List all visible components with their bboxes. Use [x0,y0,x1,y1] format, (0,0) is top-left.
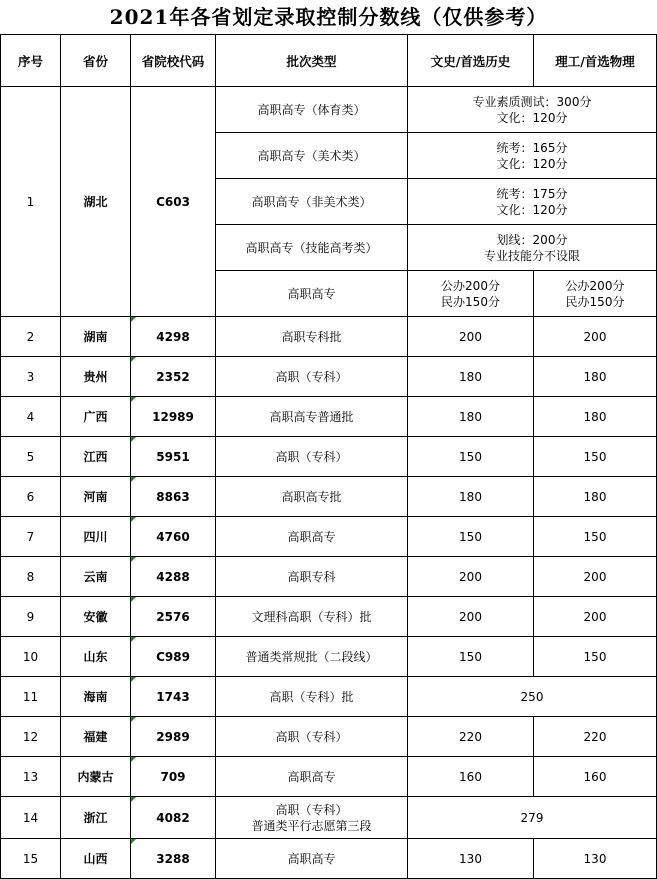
score-line: 文化：120分 [496,202,568,217]
cell-code: 5951 [131,437,216,477]
cell-code: 8863 [131,477,216,517]
score-line: 文化：120分 [496,156,568,171]
cell-seq: 3 [1,357,61,397]
cell-province: 江西 [61,437,131,477]
cell-batch-type: 高职高专（非美术类） [216,179,408,225]
cell-province: 海南 [61,677,131,717]
header-code: 省院校代码 [131,35,216,87]
cell-seq: 1 [1,87,61,317]
cell-seq: 13 [1,757,61,797]
cell-batch-type: 高职专科批 [216,317,408,357]
cell-province: 安徽 [61,597,131,637]
cell-province: 云南 [61,557,131,597]
cell-li: 130 [534,839,657,879]
cell-batch-type: 文理科高职（专科）批 [216,597,408,637]
score-line: 统考：165分 [496,140,568,155]
cell-seq: 6 [1,477,61,517]
cell-seq: 2 [1,317,61,357]
cell-li [534,271,657,317]
cell-score-merged: 279 [408,797,657,839]
batch-type-line: 高职（专科） [275,802,348,817]
page-title: 2021年各省划定录取控制分数线（仅供参考） [109,5,548,29]
cell-batch-type: 高职高专 [216,271,408,317]
header-province: 省份 [61,35,131,87]
score-line: 专业技能分不设限 [483,248,580,263]
cell-li: 180 [534,397,657,437]
cell-score-merged [408,133,657,179]
table-row [1,839,657,879]
cell-seq: 12 [1,717,61,757]
cell-li: 200 [534,557,657,597]
cell-province: 浙江 [61,797,131,839]
cell-code: 12989 [131,397,216,437]
table-row [1,517,657,557]
cell-wen [408,271,534,317]
cell-seq: 11 [1,677,61,717]
cell-code: 4082 [131,797,216,839]
score-line: 公办200分 [441,278,500,293]
cell-wen: 150 [408,637,534,677]
cell-province: 山西 [61,839,131,879]
cell-batch-type: 高职高专（美术类） [216,133,408,179]
cell-li: 180 [534,477,657,517]
table-row [1,437,657,477]
cell-batch-type: 高职高专 [216,517,408,557]
cell-batch-type: 高职（专科） [216,717,408,757]
cell-code: 2576 [131,597,216,637]
cell-batch-type: 高职（专科） [216,437,408,477]
cell-wen: 160 [408,757,534,797]
score-line: 文化：120分 [496,110,568,125]
cell-batch-type: 高职高专（体育类） [216,87,408,133]
cell-seq: 15 [1,839,61,879]
cell-batch-type: 高职高专普通批 [216,397,408,437]
table-row [1,397,657,437]
table-row [1,717,657,757]
cell-seq: 10 [1,637,61,677]
cell-code: 4298 [131,317,216,357]
cell-li: 150 [534,437,657,477]
table-row [1,757,657,797]
cell-score-merged [408,179,657,225]
cell-code: 709 [131,757,216,797]
score-line: 公办200分 [565,278,625,293]
cell-seq: 9 [1,597,61,637]
cell-batch-type: 高职高专批 [216,477,408,517]
cell-li: 150 [534,637,657,677]
table-row [1,557,657,597]
cell-code: 2989 [131,717,216,757]
cell-wen: 200 [408,557,534,597]
cell-code: 4288 [131,557,216,597]
cell-li: 180 [534,357,657,397]
cell-wen: 180 [408,357,534,397]
score-table [0,34,657,879]
cell-province: 四川 [61,517,131,557]
cell-province: 山东 [61,637,131,677]
cell-wen: 200 [408,597,534,637]
cell-wen: 150 [408,437,534,477]
cell-batch-type: 高职（专科）批 [216,677,408,717]
score-line: 民办150分 [565,294,625,309]
cell-province: 湖南 [61,317,131,357]
table-row [1,797,657,839]
cell-wen: 220 [408,717,534,757]
table-row [1,477,657,517]
cell-seq: 7 [1,517,61,557]
cell-code: C989 [131,637,216,677]
cell-province: 河南 [61,477,131,517]
cell-li: 220 [534,717,657,757]
cell-batch-type: 高职高专 [216,757,408,797]
cell-wen: 130 [408,839,534,879]
cell-li: 150 [534,517,657,557]
cell-province: 内蒙古 [61,757,131,797]
cell-seq: 8 [1,557,61,597]
cell-score-merged [408,225,657,271]
cell-province: 湖北 [61,87,131,317]
cell-code: 3288 [131,839,216,879]
cell-li: 160 [534,757,657,797]
cell-li: 200 [534,317,657,357]
cell-wen: 200 [408,317,534,357]
batch-type-line: 普通类平行志愿第三段 [251,818,372,833]
cell-province: 贵州 [61,357,131,397]
cell-score-merged: 250 [408,677,657,717]
table-row [1,637,657,677]
header-li: 理工/首选物理 [534,35,657,87]
cell-li: 200 [534,597,657,637]
table-row [1,677,657,717]
score-line: 专业素质测试：300分 [472,94,592,109]
table-row [1,597,657,637]
cell-batch-type: 普通类常规批（二段线） [216,637,408,677]
cell-wen: 180 [408,477,534,517]
cell-code: C603 [131,87,216,317]
table-row [1,87,657,133]
cell-batch-type: 高职（专科） [216,357,408,397]
cell-code: 1743 [131,677,216,717]
score-line: 划线：200分 [496,232,568,247]
cell-seq: 14 [1,797,61,839]
cell-code: 4760 [131,517,216,557]
cell-batch-type: 高职高专（技能高考类） [216,225,408,271]
cell-seq: 4 [1,397,61,437]
cell-code: 2352 [131,357,216,397]
score-line: 民办150分 [441,294,500,309]
cell-score-merged [408,87,657,133]
table-row [1,357,657,397]
cell-batch-type: 高职专科 [216,557,408,597]
score-line: 统考：175分 [496,186,568,201]
cell-batch-type [216,797,408,839]
cell-wen: 180 [408,397,534,437]
header-seq: 序号 [1,35,61,87]
header-batch-type: 批次类型 [216,35,408,87]
table-header-row [1,35,657,87]
cell-seq: 5 [1,437,61,477]
cell-batch-type: 高职高专 [216,839,408,879]
cell-province: 广西 [61,397,131,437]
table-row [1,317,657,357]
cell-wen: 150 [408,517,534,557]
header-wen: 文史/首选历史 [408,35,534,87]
cell-province: 福建 [61,717,131,757]
